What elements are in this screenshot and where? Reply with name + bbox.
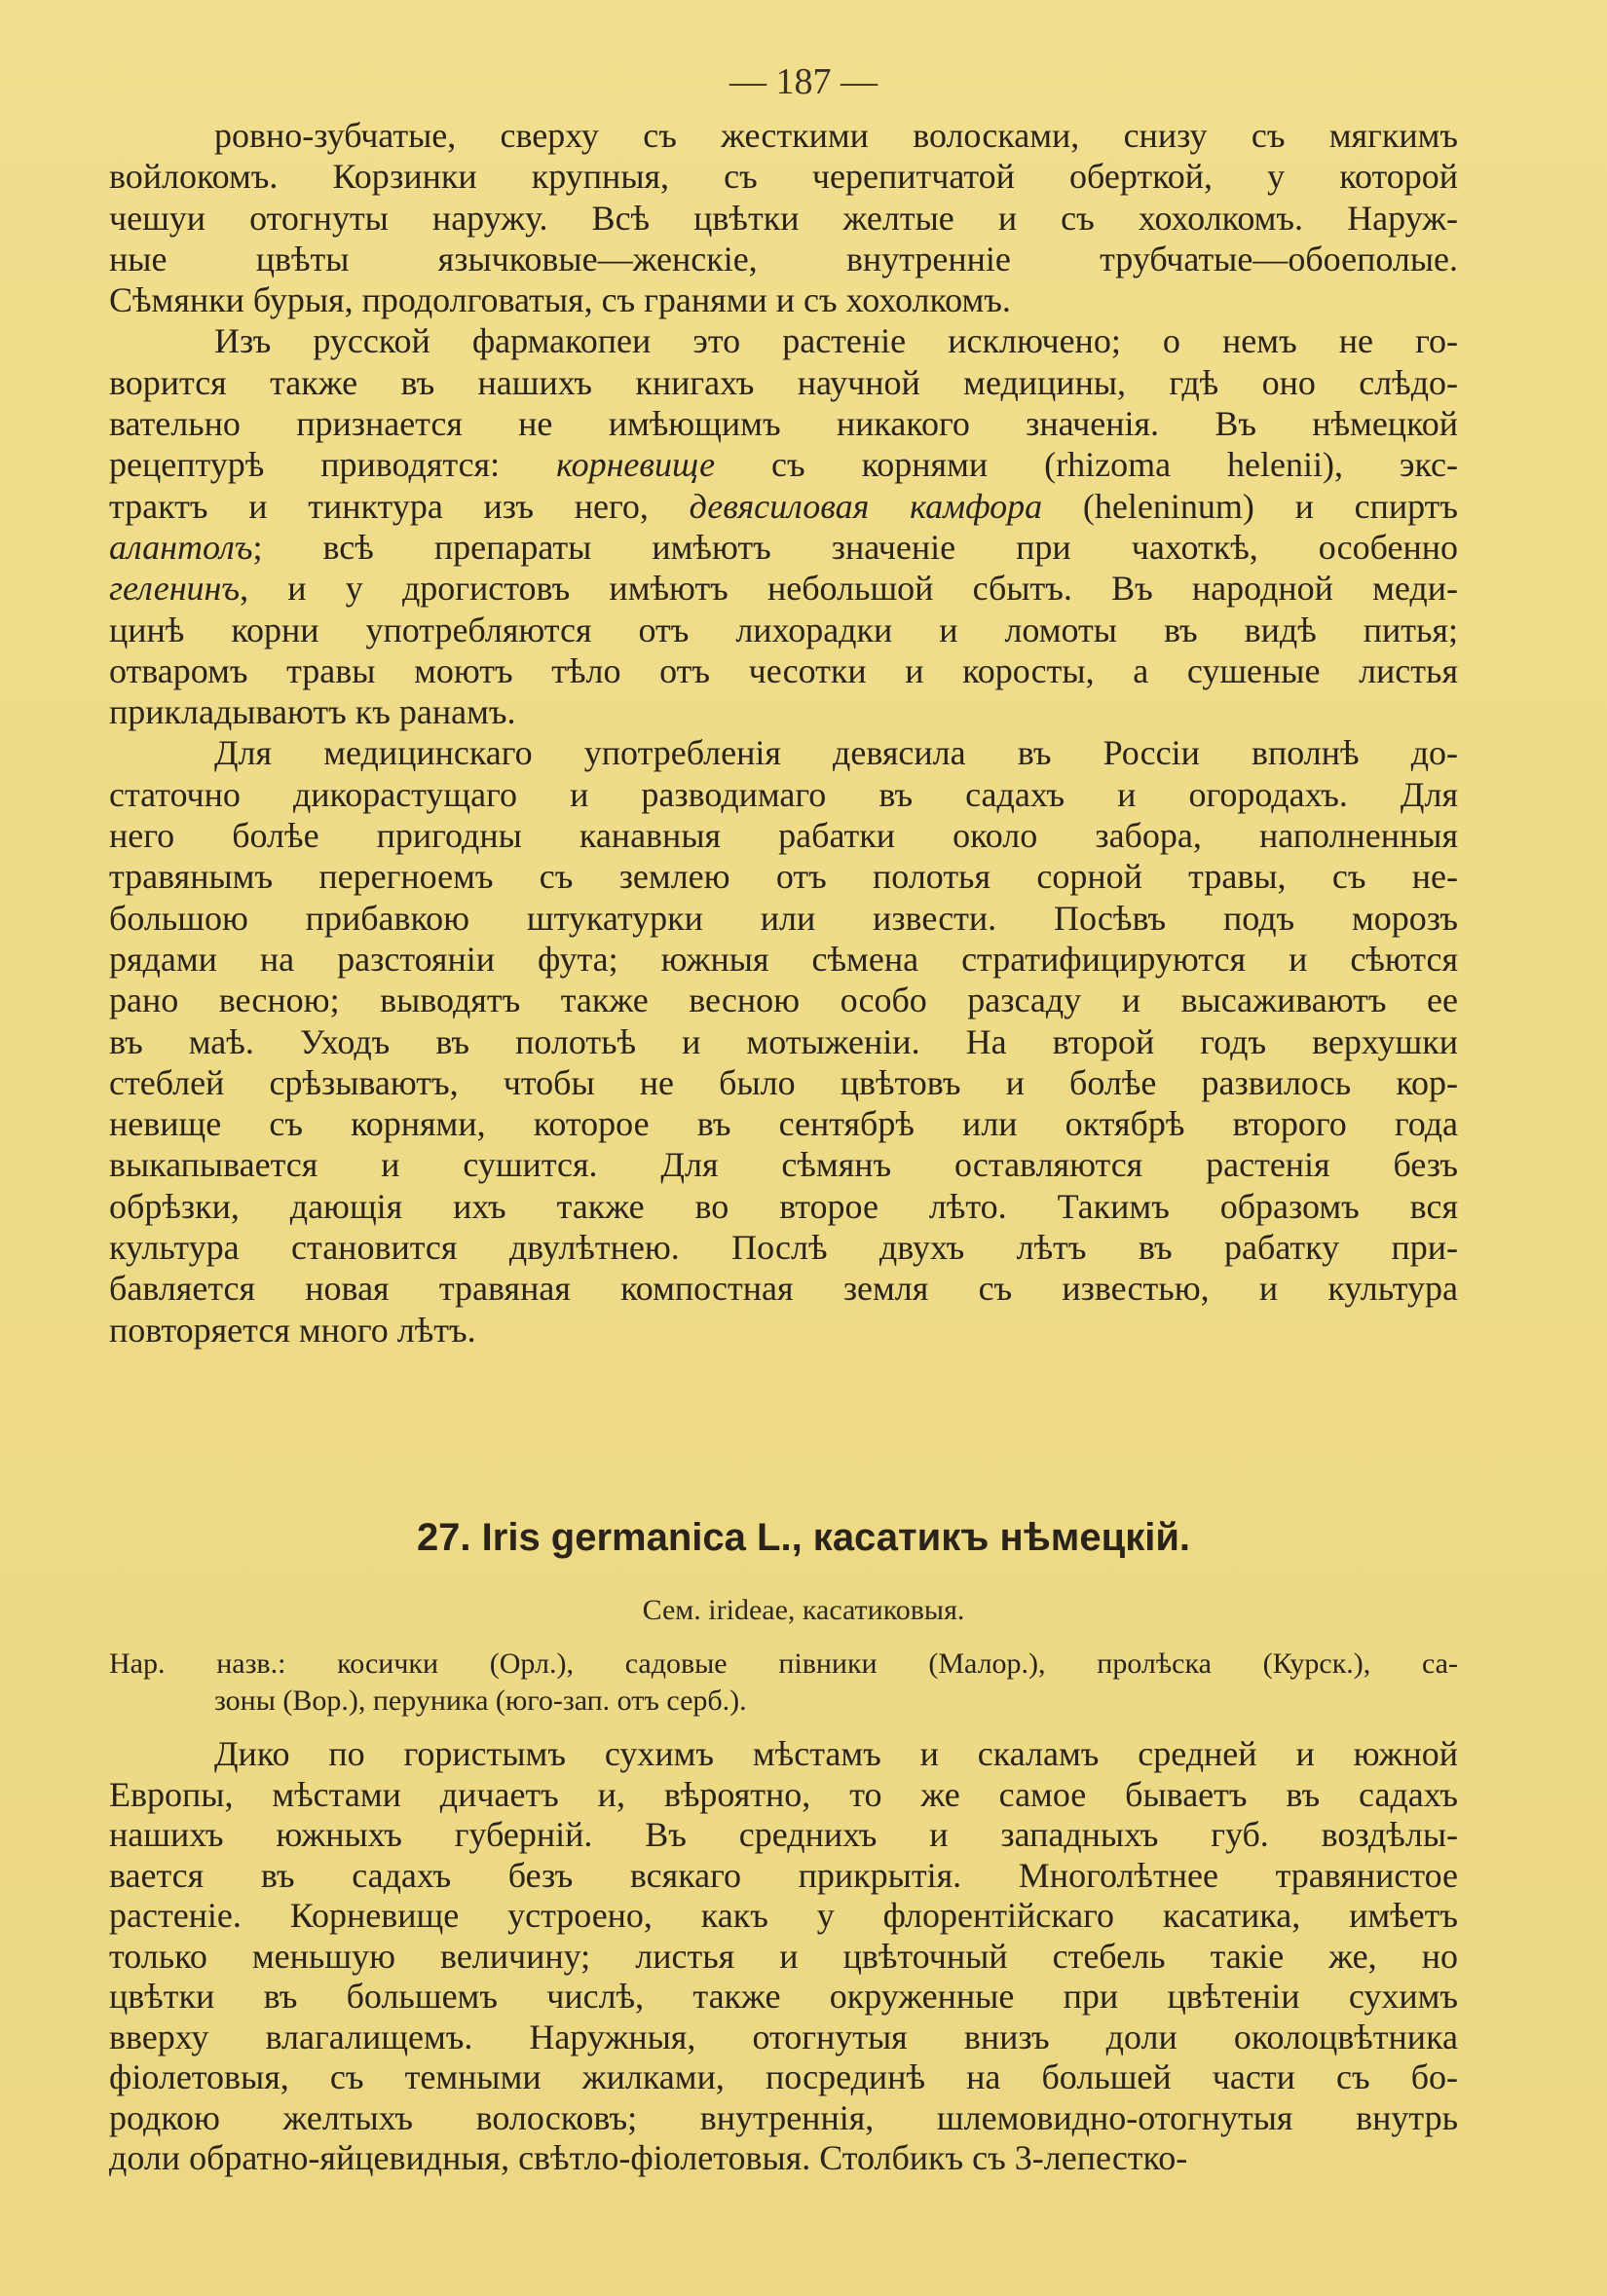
- bottom-text-block: [109, 1733, 1458, 2178]
- text-line: доли обратно-яйцевидныя, свѣтло-фіолетовыя. Столбикъ съ 3-лепестко-: [109, 2138, 1188, 2177]
- text-line: выкапывается и сушится. Для сѣмянъ оставляются растенія безъ: [109, 1145, 1458, 1185]
- text-line: невище съ корнями, которое въ сентябрѣ или октябрѣ второго года: [109, 1104, 1458, 1144]
- text-line: трактъ и тинктура изъ него, девясиловая камфора (heleninum) и спиртъ: [109, 486, 1458, 526]
- text-line: культура становится двулѣтнею. Послѣ двухъ лѣтъ въ рабатку при-: [109, 1228, 1458, 1268]
- italic-term: алантолъ: [109, 527, 253, 567]
- text-line: повторяется много лѣтъ.: [109, 1310, 476, 1350]
- text-line: цинѣ корни употребляются отъ лихорадки и ломоты въ видѣ питья;: [109, 610, 1458, 649]
- text-line: рецептурѣ приводятся: корневище съ корнями (rhizoma helenii), экс-: [109, 445, 1459, 485]
- text-line: только меньшую величину; листья и цвѣточный стебель такіе же, но: [109, 1936, 1458, 1976]
- text-line: рядами на разстояніи фута; южныя сѣмена стратифицируются и сѣются: [109, 939, 1458, 979]
- section-heading: 27. Iris germanica L., касатикъ нѣмецкій.: [416, 1516, 1191, 1559]
- text-line: Сѣмянки бурыя, продолговатыя, съ гранями и съ хохолкомъ.: [109, 280, 1011, 320]
- italic-term: корневище: [556, 445, 716, 485]
- italic-term: геленинъ: [109, 569, 241, 609]
- text-line: травянымъ перегноемъ съ землею отъ полотья сорной травы, съ не-: [109, 857, 1458, 897]
- text-line: большою прибавкою штукатурки или извести. Посѣвъ подъ морозъ: [109, 898, 1458, 938]
- page-number: — 187 —: [729, 61, 878, 102]
- text-line: обрѣзки, дающія ихъ также во второе лѣто. Такимъ образомъ вся: [109, 1186, 1458, 1226]
- text-line: вверху влагалищемъ. Наружныя, отогнутыя внизъ доли околоцвѣтника: [109, 2017, 1458, 2056]
- text-line: геленинъ, и у дрогистовъ имѣютъ небольшой сбытъ. Въ народной меди-: [109, 569, 1458, 609]
- text-line: него болѣе пригодны канавныя рабатки около забора, наполненныя: [109, 816, 1458, 856]
- text-line: вается въ садахъ безъ всякаго прикрытія. Многолѣтнее травянистое: [109, 1855, 1458, 1895]
- text-line: ворится также въ нашихъ книгахъ научной медицины, гдѣ оно слѣдо-: [109, 362, 1458, 402]
- text-line: Европы, мѣстами дичаетъ и, вѣроятно, то же самое бываетъ въ садахъ: [109, 1774, 1458, 1814]
- text-line: Изъ русской фармакопеи это растеніе исключено; о немъ не го-: [214, 321, 1458, 361]
- text-line: ные цвѣты язычковые—женскіе, внутренніе трубчатые—обоеполые.: [109, 239, 1458, 278]
- text-line: войлокомъ. Корзинки крупныя, съ черепитчатой оберткой, у которой: [109, 157, 1458, 197]
- text-line: нашихъ южныхъ губерній. Въ среднихъ и западныхъ губ. воздѣлы-: [109, 1815, 1458, 1854]
- text-line: вательно признается не имѣющимъ никакого значенія. Въ нѣмецкой: [109, 404, 1458, 444]
- text-line: родкою желтыхъ волосковъ; внутреннія, шлемовидно-отогнутыя внутрь: [109, 2097, 1458, 2137]
- text-line: алантолъ; всѣ препараты имѣютъ значеніе при чахоткѣ, особенно: [109, 527, 1458, 567]
- plant-family: Сем. irideae, касатиковыя.: [642, 1594, 965, 1626]
- folk-names: [109, 1646, 1458, 1720]
- folk-names-line: Нар. назв.: косички (Орл.), садовые півники (Малор.), пролѣска (Курск.), са-: [109, 1648, 1458, 1680]
- text-line: въ маѣ. Уходъ въ полотьѣ и мотыженіи. На второй годъ верхушки: [109, 1021, 1458, 1061]
- text-line: отваромъ травы моютъ тѣло отъ чесотки и коросты, а сушеные листья: [109, 650, 1458, 690]
- text-line: Дико по гористымъ сухимъ мѣстамъ и скаламъ средней и южной: [214, 1734, 1458, 1773]
- text-line: ровно-зубчатые, сверху съ жесткими волосками, снизу съ мягкимъ: [214, 116, 1458, 155]
- italic-term: девясиловая камфора: [689, 486, 1043, 526]
- text-line: прикладываютъ къ ранамъ.: [109, 692, 516, 732]
- text-line: стеблей срѣзываютъ, чтобы не было цвѣтовъ и болѣе развилось кор-: [109, 1062, 1458, 1102]
- text-line: рано весною; выводятъ также весною особо разсаду и высаживаютъ ее: [109, 981, 1458, 1020]
- text-line: фіолетовыя, съ темными жилками, посрединѣ на большей части съ бо-: [109, 2057, 1458, 2096]
- text-line: цвѣтки въ большемъ числѣ, также окруженные при цвѣтеніи сухимъ: [109, 1977, 1458, 2016]
- text-line: Для медицинскаго употребленія девясила въ Россіи вполнѣ до-: [214, 733, 1458, 773]
- folk-names-line: зоны (Вор.), перуника (юго-зап. отъ серб.).: [214, 1685, 747, 1717]
- text-line: чешуи отогнуты наружу. Всѣ цвѣтки желтые и съ хохолкомъ. Наруж-: [109, 198, 1458, 238]
- text-line: растеніе. Корневище устроено, какъ у флорентійскаго касатика, имѣетъ: [109, 1896, 1458, 1935]
- text-line: бавляется новая травяная компостная земля съ известью, и культура: [109, 1269, 1458, 1309]
- top-text-block: [109, 115, 1458, 1351]
- text-line: статочно дикорастущаго и разводимаго въ садахъ и огородахъ. Для: [109, 774, 1458, 814]
